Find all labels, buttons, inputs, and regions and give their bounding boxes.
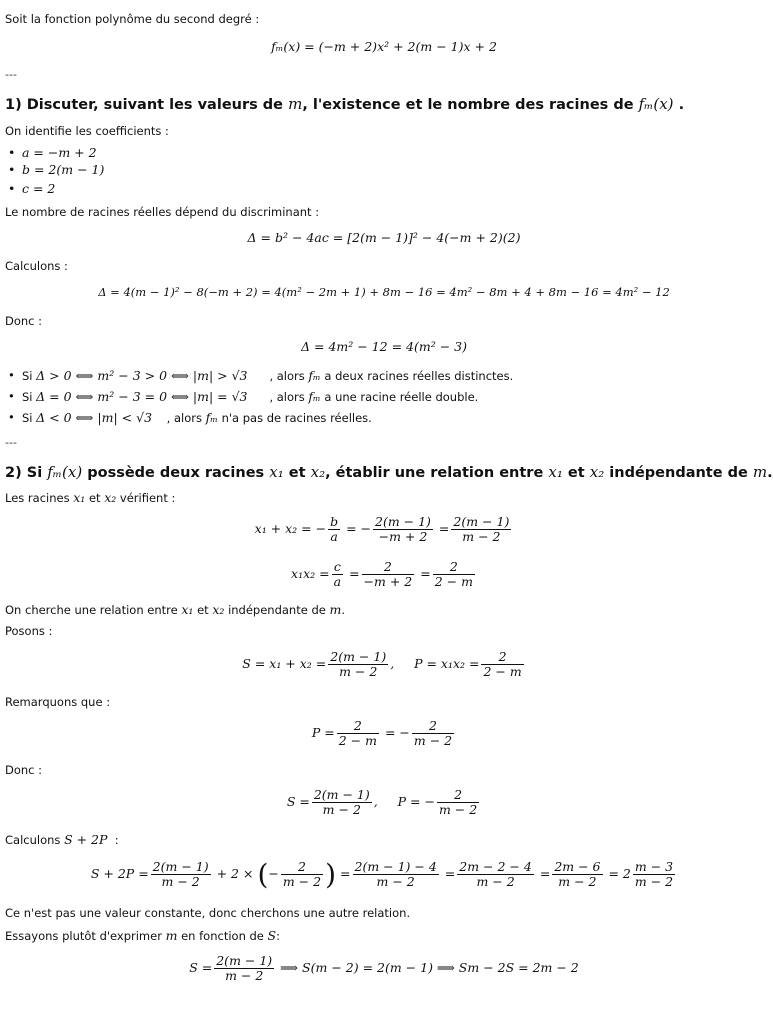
donc-label-2: Donc : <box>5 763 43 777</box>
not-constant-text: Ce n'est pas une valeur constante, donc cherchons une autre relation. <box>5 906 411 920</box>
sp-definition: S = x₁ + x₂ = $\frac{2(m - 1)}{m - 2}$ , P = x₁x₂ = $\frac{2}{2 - m}$ <box>242 649 522 679</box>
disc-intro: Le nombre de racines réelles dépend du discriminant : <box>5 205 320 219</box>
coef-b: • b = 2(m − 1) <box>22 162 104 177</box>
posons-label: Posons : <box>5 624 53 638</box>
sp-simplified: S = $\frac{2(m - 1)}{m - 2}$ , P = − $\frac{2}{m - 2}$ <box>286 787 478 817</box>
section-1-heading: 1) Discuter, suivant les valeurs de m, l'existence et le nombre des racines de fₘ(x) . <box>5 95 685 113</box>
section-2-heading: 2) Si fₘ(x) possède deux racines x₁ et x₂, établir une relation entre x₁ et x₂ indépendante de m. <box>5 463 773 481</box>
calc-formula: Δ = 4(m − 1)² − 8(−m + 2) = 4(m² − 2m + 1) + 8m − 16 = 4m² − 8m + 4 + 8m − 16 = 4m² − 12 <box>98 285 670 299</box>
case-positive: • Si Δ > 0 ⟺ m² − 3 > 0 ⟺ |m| > √3 , alors fₘ a deux racines réelles distinctes. <box>22 368 513 383</box>
coef-c: • c = 2 <box>22 181 55 196</box>
sum-formula: x₁ + x₂ = − $\frac{b}{a}$ = − $\frac{2(m - 1)}{-m + 2}$ = $\frac{2(m - 1)}{m - 2}$ <box>254 514 510 544</box>
case-negative: • Si Δ < 0 ⟺ |m| < √3 , alors fₘ n'a pas de racines réelles. <box>22 410 372 425</box>
donc-formula: Δ = 4m² − 12 = 4(m² − 3) <box>301 339 467 354</box>
remarquons-label: Remarquons que : <box>5 695 111 709</box>
coef-intro: On identifie les coefficients : <box>5 124 169 138</box>
polynomial-formula: fₘ(x) = (−m + 2)x² + 2(m − 1)x + 2 <box>271 39 497 54</box>
coef-a: • a = −m + 2 <box>22 145 97 160</box>
separator: --- <box>5 68 17 81</box>
disc-formula: Δ = b² − 4ac = [2(m − 1)]² − 4(−m + 2)(2) <box>247 230 521 245</box>
donc-label: Donc : <box>5 314 43 328</box>
calculons-label: Calculons S + 2P : <box>5 832 119 847</box>
cherche-text: On cherche une relation entre x₁ et x₂ indépendante de m. <box>5 602 346 617</box>
final-formula: S = $\frac{2(m - 1)}{m - 2}$ ⟹ S(m − 2) = 2(m − 1) ⟹ Sm − 2S = 2m − 2 <box>189 953 579 983</box>
separator: --- <box>5 436 17 449</box>
s-plus-2p-formula: S + 2P = $\frac{2(m - 1)}{m - 2}$ + 2 × (− $\frac{2}{m - 2}$ ) = $\frac{2(m - 1) - 4}{m - 2}$ = $\frac{2m - 2 - 4}{m - 2}$ = $\frac{2m - 6}{m - 2}$ = 2 $\frac{m - 3}{m - 2}$ <box>90 858 674 891</box>
case-zero: • Si Δ = 0 ⟺ m² − 3 = 0 ⟺ |m| = √3 , alors fₘ a une racine réelle double. <box>22 389 478 404</box>
calc-label: Calculons : <box>5 259 68 273</box>
product-formula: x₁x₂ = $\frac{c}{a}$ = $\frac{2}{-m + 2}$ = $\frac{2}{2 - m}$ <box>291 559 473 589</box>
roots-intro: Les racines x₁ et x₂ vérifient : <box>5 490 176 505</box>
essayons-text: Essayons plutôt d'exprimer m en fonction de S: <box>5 928 280 943</box>
intro-text: Soit la fonction polynôme du second degré : <box>5 12 260 26</box>
p-remark-formula: P = $\frac{2}{2 - m}$ = − $\frac{2}{m - 2}$ <box>311 718 453 748</box>
